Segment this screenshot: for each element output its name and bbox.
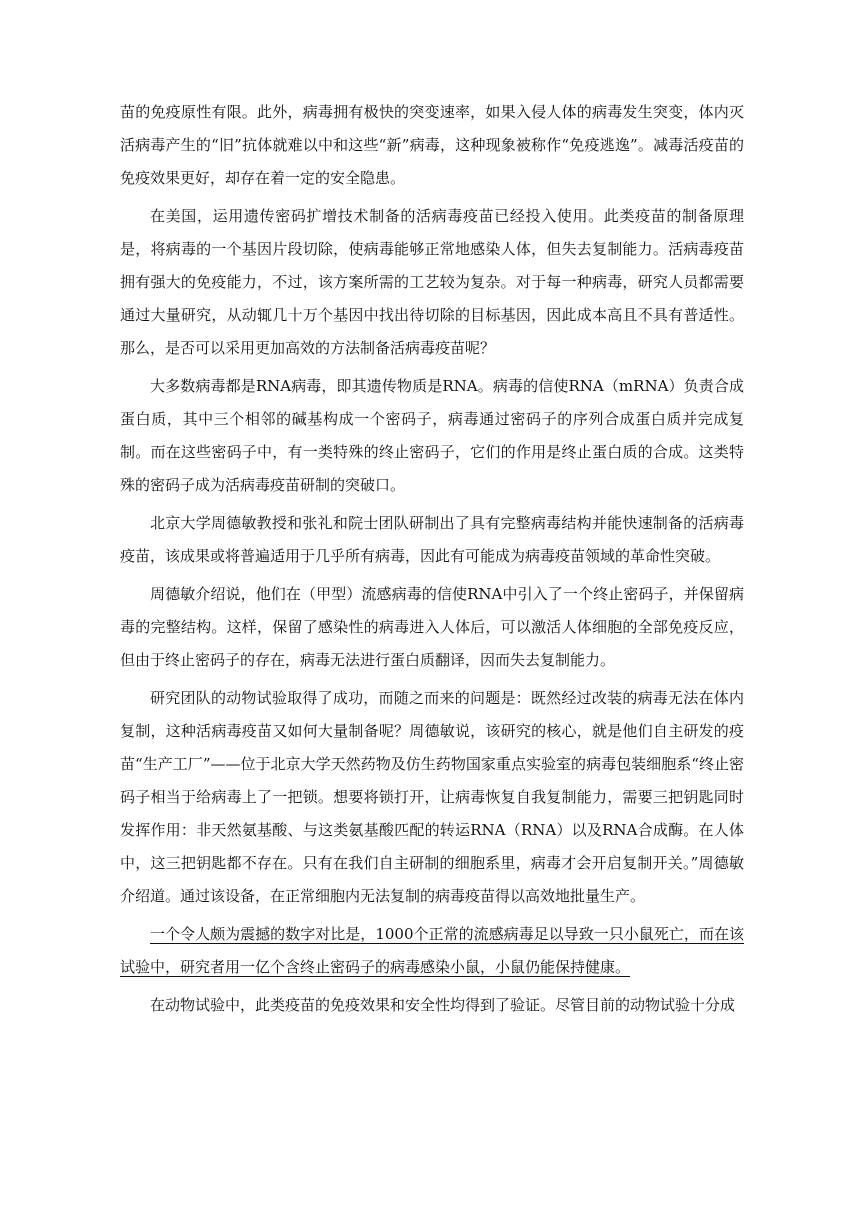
paragraph-4: 北京大学周德敏教授和张礼和院士团队研制出了具有完整病毒结构并能快速制备的活病毒疫苗，该成果或将普遍适用于几乎所有病毒，因此有可能成为病毒疫苗领域的革命性突破。 — [120, 514, 744, 565]
paragraph-7-underlined: 一个令人颇为震撼的数字对比是，1000个正常的流感病毒足以导致一只小鼠死亡，而在该试验中，研究者用一亿个含终止密码子的病毒感染小鼠，小鼠仍能保持健康。 — [120, 925, 744, 976]
paragraph-8: 在动物试验中，此类疫苗的免疫效果和安全性均得到了验证。尽管目前的动物试验十分成 — [150, 996, 736, 1014]
paragraph-1: 苗的免疫原性有限。此外，病毒拥有极快的突变速率，如果入侵人体的病毒发生突变，体内灭活病毒产生的“旧”抗体就难以中和这些“新”病毒，这种现象被称作“免疫逃逸”。减毒活疫苗的免疫效果更好，却存在着一定的安全隐患。 — [120, 103, 744, 187]
paragraph-6: 研究团队的动物试验取得了成功，而随之而来的问题是：既然经过改装的病毒无法在体内复制，这种活病毒疫苗又如何大量制备呢？周德敏说，该研究的核心，就是他们自主研发的疫苗“生产工厂”——位于北京大学天然药物及仿生药物国家重点实验室的病毒包装细胞系“终止密码子相当于给病毒上了一把锁。想要将锁打开，让病毒恢复自我复制能力，需要三把钥匙同时发挥作用：非天然氨基酸、与这类氨基酸匹配的转运RNA（RNA）以及RNA合成酶。在人体中，这三把钥匙都不存在。只有在我们自主研制的细胞系里，病毒才会开启复制开关。”周德敏介绍道。通过该设备，在正常细胞内无法复制的病毒疫苗得以高效地批量生产。 — [120, 689, 744, 905]
document-page — [120, 96, 744, 1027]
paragraph-2: 在美国，运用遗传密码扩增技术制备的活病毒疫苗已经投入使用。此类疫苗的制备原理是，将病毒的一个基因片段切除，使病毒能够正常地感染人体，但失去复制能力。活病毒疫苗拥有强大的免疫能力，不过，该方案所需的工艺较为复杂。对于每一种病毒，研究人员都需要通过大量研究，从动辄几十万个基因中找出待切除的目标基因，因此成本高且不具有普适性。那么，是否可以采用更加高效的方法制备活病毒疫苗呢？ — [120, 207, 744, 357]
paragraph-3: 大多数病毒都是RNA病毒，即其遗传物质是RNA。病毒的信使RNA（mRNA）负责合成蛋白质，其中三个相邻的碱基构成一个密码子，病毒通过密码子的序列合成蛋白质并完成复制。而在这些密码子中，有一类特殊的终止密码子，它们的作用是终止蛋白质的合成。这类特殊的密码子成为活病毒疫苗研制的突破口。 — [120, 377, 744, 494]
paragraph-5: 周德敏介绍说，他们在（甲型）流感病毒的信使RNA中引入了一个终止密码子，并保留病毒的完整结构。这样，保留了感染性的病毒进入人体后，可以激活人体细胞的全部免疫反应，但由于终止密码子的存在，病毒无法进行蛋白质翻译，因而失去复制能力。 — [120, 585, 744, 669]
